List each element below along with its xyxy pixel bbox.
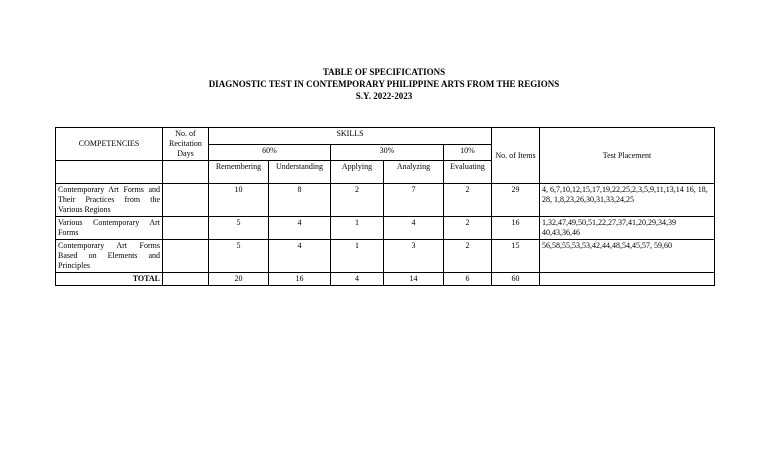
evaluating-cell: 2 — [444, 217, 492, 240]
placement-cell: 1,32,47,49,50,51,22,27,37,41,20,29,34,39 40,43,36,46 — [540, 217, 715, 240]
days-cell — [163, 184, 209, 217]
title-line-1: TABLE OF SPECIFICATIONS — [322, 67, 446, 77]
items-cell: 15 — [492, 240, 540, 273]
remembering-cell: 5 — [209, 240, 269, 273]
placement-cell: 4, 6,7,10,12,15,17,19,22,25,2,3,5,9,11,13,14 16, 18, 28, 1,8,23,26,30,31,33,24,25 — [540, 184, 715, 217]
title-line-2: DIAGNOSTIC TEST IN CONTEMPORARY PHILIPPINE ARTS FROM THE REGIONS — [208, 79, 560, 89]
analyzing-cell: 3 — [384, 240, 444, 273]
total-items: 60 — [492, 273, 540, 286]
competency-cell: Contemporary Art Forms and Their Practices from the Various Regions — [56, 184, 163, 217]
header-row-1 — [56, 128, 715, 145]
table-row — [56, 240, 715, 273]
header-understanding: Understanding — [269, 161, 331, 184]
header-competencies: COMPETENCIES — [56, 128, 163, 161]
days-cell — [163, 217, 209, 240]
total-remembering: 20 — [209, 273, 269, 286]
table-row — [56, 217, 715, 240]
understanding-cell: 4 — [269, 240, 331, 273]
items-cell: 29 — [492, 184, 540, 217]
specifications-table — [55, 127, 715, 286]
days-cell — [163, 240, 209, 273]
remembering-cell: 10 — [209, 184, 269, 217]
remembering-cell: 5 — [209, 217, 269, 240]
header-blank-competency — [56, 161, 163, 184]
applying-cell: 1 — [331, 217, 384, 240]
evaluating-cell: 2 — [444, 184, 492, 217]
title-line-3: S.Y. 2022-2023 — [355, 91, 413, 101]
total-applying: 4 — [331, 273, 384, 286]
analyzing-cell: 7 — [384, 184, 444, 217]
header-recitation-days: No. of Recitation Days — [163, 128, 209, 161]
placement-cell: 56,58,55,53,53,42,44,48,54,45,57, 59,60 — [540, 240, 715, 273]
document-title — [0, 66, 768, 102]
total-evaluating: 6 — [444, 273, 492, 286]
total-understanding: 16 — [269, 273, 331, 286]
total-analyzing: 14 — [384, 273, 444, 286]
competency-cell: Contemporary Art Forms Based on Elements and Principles — [56, 240, 163, 273]
header-no-items: No. of Items — [492, 128, 540, 184]
header-remembering: Remembering — [209, 161, 269, 184]
analyzing-cell: 4 — [384, 217, 444, 240]
competency-cell: Various Contemporary Art Forms — [56, 217, 163, 240]
header-evaluating: Evaluating — [444, 161, 492, 184]
header-pct-60: 60% — [209, 144, 331, 161]
applying-cell: 1 — [331, 240, 384, 273]
header-pct-10: 10% — [444, 144, 492, 161]
header-blank-days — [163, 161, 209, 184]
header-test-placement: Test Placement — [540, 128, 715, 184]
evaluating-cell: 2 — [444, 240, 492, 273]
applying-cell: 2 — [331, 184, 384, 217]
total-label: TOTAL — [56, 273, 163, 286]
header-analyzing: Analyzing — [384, 161, 444, 184]
total-row — [56, 273, 715, 286]
header-pct-30: 30% — [331, 144, 444, 161]
understanding-cell: 8 — [269, 184, 331, 217]
table-row — [56, 184, 715, 217]
header-applying: Applying — [331, 161, 384, 184]
items-cell: 16 — [492, 217, 540, 240]
header-skills: SKILLS — [209, 128, 492, 145]
total-days — [163, 273, 209, 286]
total-placement — [540, 273, 715, 286]
understanding-cell: 4 — [269, 217, 331, 240]
